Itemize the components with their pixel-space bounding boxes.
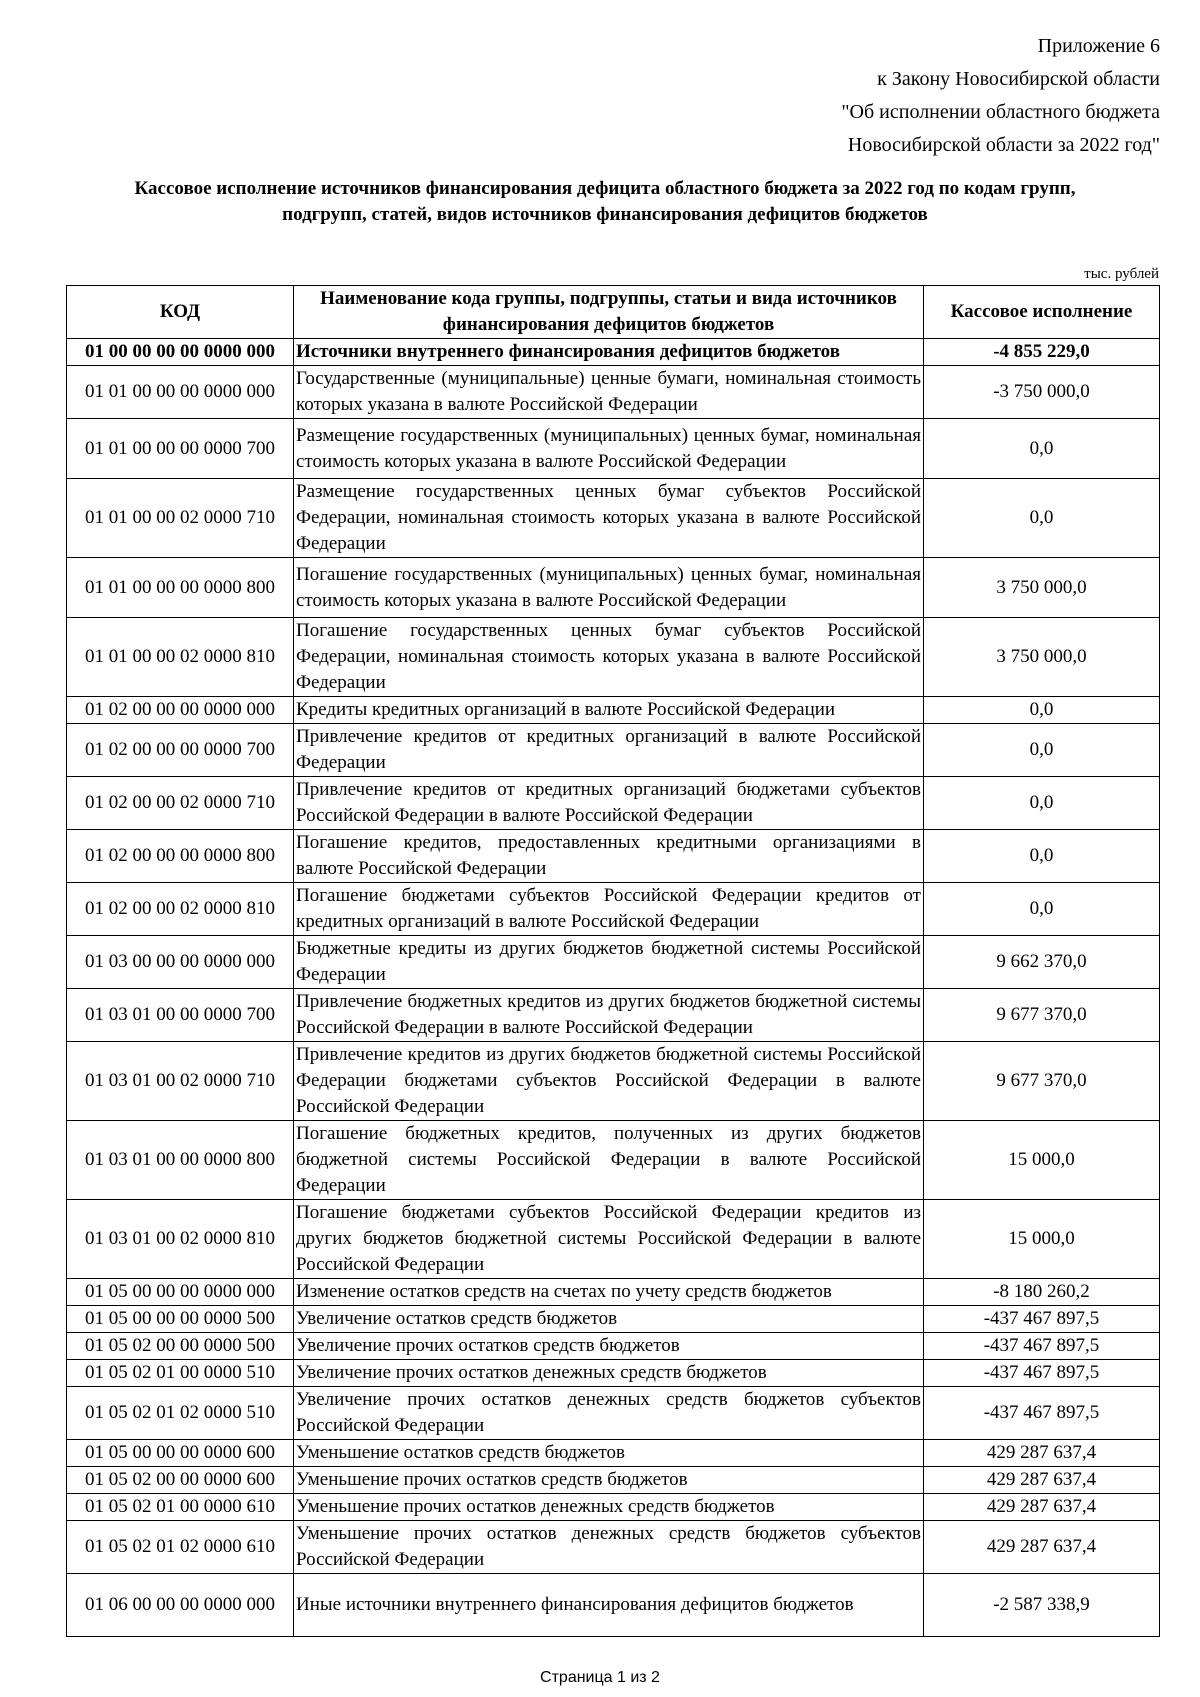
table-row: [67, 1440, 1160, 1467]
name-cell: Погашение государственных (муниципальных) ценных бумаг, номинальная стоимость которых указана в валюте Российской Федерации: [294, 558, 924, 618]
code-cell: 01 02 00 00 02 0000 710: [67, 777, 294, 830]
code-cell: 01 01 00 00 02 0000 810: [67, 618, 294, 697]
value-cell: 3 750 000,0: [924, 618, 1160, 697]
table-row: [67, 1360, 1160, 1387]
name-cell: Погашение бюджетами субъектов Российской Федерации кредитов из других бюджетов бюджетной системы Российской Федерации в валюте Российской Федерации: [294, 1200, 924, 1279]
value-cell: -2 587 338,9: [924, 1574, 1160, 1637]
value-cell: 15 000,0: [924, 1200, 1160, 1279]
name-cell: Увеличение остатков средств бюджетов: [294, 1306, 924, 1333]
name-cell: Увеличение прочих остатков денежных средств бюджетов субъектов Российской Федерации: [294, 1387, 924, 1440]
value-cell: -437 467 897,5: [924, 1306, 1160, 1333]
name-cell: Иные источники внутреннего финансирования дефицитов бюджетов: [294, 1574, 924, 1637]
code-cell: 01 02 00 00 02 0000 810: [67, 883, 294, 936]
value-cell: -4 855 229,0: [924, 339, 1160, 366]
name-cell: Погашение бюджетами субъектов Российской Федерации кредитов от кредитных организаций в валюте Российской Федерации: [294, 883, 924, 936]
name-cell: Бюджетные кредиты из других бюджетов бюджетной системы Российской Федерации: [294, 936, 924, 989]
name-cell: Привлечение кредитов из других бюджетов бюджетной системы Российской Федерации бюджетами субъектов Российской Федерации в валюте Российской Федерации: [294, 1042, 924, 1121]
appendix-number: Приложение 6: [1037, 35, 1160, 57]
code-cell: 01 01 00 00 00 0000 800: [67, 558, 294, 618]
appendix-law-ref: к Закону Новосибирской области: [877, 68, 1160, 90]
code-cell: 01 05 00 00 00 0000 500: [67, 1306, 294, 1333]
name-cell: Погашение бюджетных кредитов, полученных из других бюджетов бюджетной системы Российской Федерации в валюте Российской Федерации: [294, 1121, 924, 1200]
table-row: [67, 479, 1160, 558]
table-row: [67, 1574, 1160, 1637]
header-name: Наименование кода группы, подгруппы, статьи и вида источников финансирования дефицитов бюджетов: [294, 286, 924, 339]
value-cell: 429 287 637,4: [924, 1521, 1160, 1574]
table-row: [67, 366, 1160, 419]
table-row: [67, 618, 1160, 697]
code-cell: 01 00 00 00 00 0000 000: [67, 339, 294, 366]
code-cell: 01 03 00 00 00 0000 000: [67, 936, 294, 989]
value-cell: 0,0: [924, 724, 1160, 777]
table-header-row: [67, 286, 1160, 339]
header-code: КОД: [67, 286, 294, 339]
code-cell: 01 02 00 00 00 0000 000: [67, 697, 294, 724]
code-cell: 01 01 00 00 00 0000 000: [67, 366, 294, 419]
value-cell: -8 180 260,2: [924, 1279, 1160, 1306]
header-value: Кассовое исполнение: [924, 286, 1160, 339]
name-cell: Уменьшение прочих остатков денежных средств бюджетов: [294, 1494, 924, 1521]
code-cell: 01 05 02 01 02 0000 610: [67, 1521, 294, 1574]
value-cell: 0,0: [924, 479, 1160, 558]
appendix-law-title-1: "Об исполнении областного бюджета: [841, 101, 1160, 123]
code-cell: 01 03 01 00 00 0000 800: [67, 1121, 294, 1200]
code-cell: 01 01 00 00 00 0000 700: [67, 419, 294, 479]
value-cell: -437 467 897,5: [924, 1360, 1160, 1387]
name-cell: Изменение остатков средств на счетах по учету средств бюджетов: [294, 1279, 924, 1306]
units-label: тыс. рублей: [1084, 266, 1159, 282]
code-cell: 01 05 02 00 00 0000 500: [67, 1333, 294, 1360]
name-cell: Государственные (муниципальные) ценные бумаги, номинальная стоимость которых указана в валюте Российской Федерации: [294, 366, 924, 419]
value-cell: 429 287 637,4: [924, 1440, 1160, 1467]
table-row: [67, 830, 1160, 883]
appendix-header: [560, 30, 1160, 162]
appendix-law-title-2: Новосибирской области за 2022 год": [847, 134, 1160, 156]
value-cell: 3 750 000,0: [924, 558, 1160, 618]
code-cell: 01 05 00 00 00 0000 000: [67, 1279, 294, 1306]
table-row: [67, 1121, 1160, 1200]
value-cell: 9 677 370,0: [924, 989, 1160, 1042]
table-row: [67, 1387, 1160, 1440]
document-title-line-2: подгрупп, статей, видов источников финансирования дефицитов бюджетов: [282, 204, 928, 225]
name-cell: Погашение кредитов, предоставленных кредитными организациями в валюте Российской Федерации: [294, 830, 924, 883]
value-cell: 0,0: [924, 777, 1160, 830]
value-cell: 0,0: [924, 419, 1160, 479]
name-cell: Источники внутреннего финансирования дефицитов бюджетов: [294, 339, 924, 366]
name-cell: Привлечение бюджетных кредитов из других бюджетов бюджетной системы Российской Федерации в валюте Российской Федерации: [294, 989, 924, 1042]
value-cell: -437 467 897,5: [924, 1387, 1160, 1440]
table-row: [67, 419, 1160, 479]
code-cell: 01 05 02 00 00 0000 600: [67, 1467, 294, 1494]
table-row: [67, 989, 1160, 1042]
value-cell: 0,0: [924, 883, 1160, 936]
table-row: [67, 883, 1160, 936]
name-cell: Уменьшение остатков средств бюджетов: [294, 1440, 924, 1467]
table-row: [67, 724, 1160, 777]
table-row: [67, 1467, 1160, 1494]
value-cell: 9 662 370,0: [924, 936, 1160, 989]
table-row: [67, 1494, 1160, 1521]
code-cell: 01 06 00 00 00 0000 000: [67, 1574, 294, 1637]
code-cell: 01 05 02 01 00 0000 610: [67, 1494, 294, 1521]
value-cell: 9 677 370,0: [924, 1042, 1160, 1121]
value-cell: 15 000,0: [924, 1121, 1160, 1200]
code-cell: 01 02 00 00 00 0000 800: [67, 830, 294, 883]
table-row: [67, 1306, 1160, 1333]
table-row: [67, 1042, 1160, 1121]
name-cell: Увеличение прочих остатков денежных средств бюджетов: [294, 1360, 924, 1387]
code-cell: 01 03 01 00 02 0000 810: [67, 1200, 294, 1279]
name-cell: Погашение государственных ценных бумаг субъектов Российской Федерации, номинальная стоимость которых указана в валюте Российской Федерации: [294, 618, 924, 697]
code-cell: 01 02 00 00 00 0000 700: [67, 724, 294, 777]
code-cell: 01 05 02 01 00 0000 510: [67, 1360, 294, 1387]
value-cell: 429 287 637,4: [924, 1467, 1160, 1494]
name-cell: Увеличение прочих остатков средств бюджетов: [294, 1333, 924, 1360]
code-cell: 01 03 01 00 02 0000 710: [67, 1042, 294, 1121]
value-cell: -437 467 897,5: [924, 1333, 1160, 1360]
table-row: [67, 339, 1160, 366]
table-row: [67, 697, 1160, 724]
document-title-line-1: Кассовое исполнение источников финансирования дефицита областного бюджета за 2022 год по кодам групп,: [134, 178, 1076, 199]
table-row: [67, 1279, 1160, 1306]
name-cell: Уменьшение прочих остатков средств бюджетов: [294, 1467, 924, 1494]
name-cell: Размещение государственных (муниципальных) ценных бумаг, номинальная стоимость которых указана в валюте Российской Федерации: [294, 419, 924, 479]
table-row: [67, 1200, 1160, 1279]
table-row: [67, 558, 1160, 618]
table-row: [67, 1333, 1160, 1360]
name-cell: Размещение государственных ценных бумаг субъектов Российской Федерации, номинальная стоимость которых указана в валюте Российской Федерации: [294, 479, 924, 558]
name-cell: Привлечение кредитов от кредитных организаций бюджетами субъектов Российской Федерации в валюте Российской Федерации: [294, 777, 924, 830]
table-row: [67, 936, 1160, 989]
value-cell: 0,0: [924, 830, 1160, 883]
code-cell: 01 05 02 01 02 0000 510: [67, 1387, 294, 1440]
code-cell: 01 05 00 00 00 0000 600: [67, 1440, 294, 1467]
document-title: [60, 176, 1150, 228]
value-cell: 429 287 637,4: [924, 1494, 1160, 1521]
code-cell: 01 03 01 00 00 0000 700: [67, 989, 294, 1042]
value-cell: -3 750 000,0: [924, 366, 1160, 419]
table-row: [67, 777, 1160, 830]
name-cell: Уменьшение прочих остатков денежных средств бюджетов субъектов Российской Федерации: [294, 1521, 924, 1574]
financing-sources-table: [66, 285, 1160, 1637]
name-cell: Привлечение кредитов от кредитных организаций в валюте Российской Федерации: [294, 724, 924, 777]
name-cell: Кредиты кредитных организаций в валюте Российской Федерации: [294, 697, 924, 724]
page-footer: Страница 1 из 2: [540, 1669, 660, 1686]
code-cell: 01 01 00 00 02 0000 710: [67, 479, 294, 558]
table-row: [67, 1521, 1160, 1574]
value-cell: 0,0: [924, 697, 1160, 724]
